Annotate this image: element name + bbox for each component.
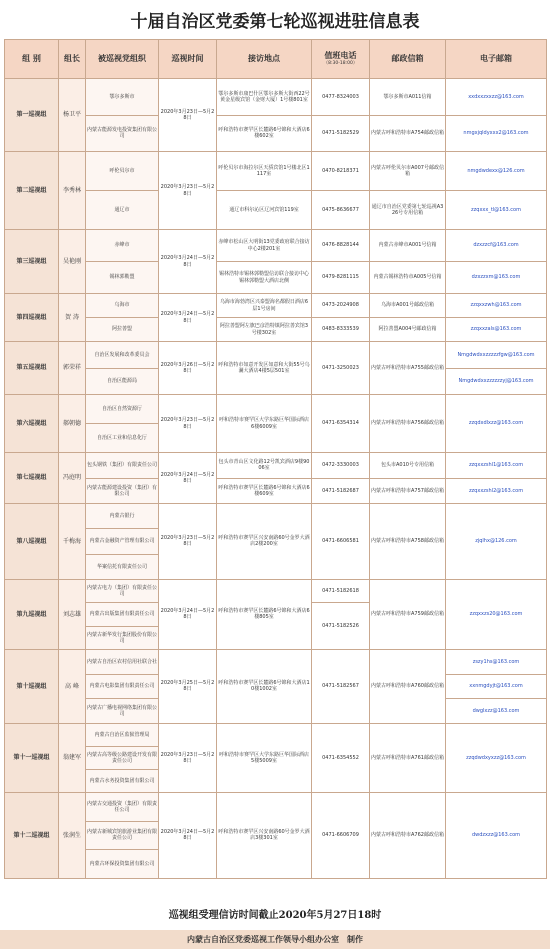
group-name: 第十巡视组 xyxy=(5,649,59,723)
page-title: 十届自治区党委第七轮巡视进驻信息表 xyxy=(130,11,420,32)
postal-box: 内蒙古呼和浩特市A762邮政信箱 xyxy=(370,792,446,878)
group-name: 第十一巡视组 xyxy=(5,723,59,792)
email-address[interactable]: xxnmgdyjt@163.com xyxy=(446,674,547,699)
duty-phone: 0471-5182529 xyxy=(312,115,370,152)
inspection-time: 2020年3月24日—5月28日 xyxy=(159,453,217,504)
duty-phone: 0471-3250023 xyxy=(312,342,370,395)
duty-phone: 0471-6354314 xyxy=(312,395,370,453)
inspected-org: 内蒙古自治区农村信用社联合社 xyxy=(86,649,159,674)
inspected-org: 华案信托有限责任公司 xyxy=(86,554,159,579)
inspected-org: 内蒙古高等级公路建设开发有限责任公司 xyxy=(86,746,159,769)
group-name: 第九巡视组 xyxy=(5,579,59,649)
inspected-org: 自治区能源局 xyxy=(86,368,159,395)
group-leader: 冯庭明 xyxy=(59,453,86,504)
info-table xyxy=(4,39,547,879)
header-leader: 组长 xyxy=(59,40,86,79)
inspected-org: 内蒙古能源发电投资集团有限公司 xyxy=(86,115,159,152)
postal-box: 阿拉善盟A004号邮政信箱 xyxy=(370,318,446,342)
table-body xyxy=(5,79,547,879)
visit-location: 锡林浩特市锡林郭勒盟信访联合接访中心锡林郭勒盟大酒店北侧 xyxy=(217,262,312,294)
inspected-org: 自治区自然资源厅 xyxy=(86,395,159,424)
inspected-org: 阿拉善盟 xyxy=(86,318,159,342)
inspected-org: 赤峰市 xyxy=(86,230,159,262)
inspection-time: 2020年3月23日—5月28日 xyxy=(159,395,217,453)
group-leader: 刘志雄 xyxy=(59,579,86,649)
header-time: 巡视时间 xyxy=(159,40,217,79)
group-leader: 千梅海 xyxy=(59,504,86,580)
group-leader: 郝朝德 xyxy=(59,395,86,453)
postal-box: 内蒙古呼和浩特市A759邮政信箱 xyxy=(370,579,446,649)
group-name: 第六巡视组 xyxy=(5,395,59,453)
inspection-time: 2020年3月24日—5月28日 xyxy=(159,792,217,878)
group-name: 第四巡视组 xyxy=(5,294,59,342)
email-address[interactable]: dzxzzcf@163.com xyxy=(446,230,547,262)
inspected-org: 内蒙古出版集团有限责任公司 xyxy=(86,603,159,626)
duty-phone: 0477-8324003 xyxy=(312,79,370,116)
group-name: 第一巡视组 xyxy=(5,79,59,152)
header-row xyxy=(5,40,547,79)
email-address[interactable]: dzxzzxm@163.com xyxy=(446,262,547,294)
table-row xyxy=(5,294,547,318)
postal-box: 包头市A010号专用信箱 xyxy=(370,453,446,479)
inspected-org: 自治区发展和改革委员会 xyxy=(86,342,159,369)
inspection-time: 2020年3月24日—5月28日 xyxy=(159,579,217,649)
duty-phone: 0470-8218371 xyxy=(312,152,370,191)
visit-location: 呼和浩特市如意开发区如意和大街55号乌澜大酒店4楼5层501室 xyxy=(217,342,312,395)
postal-box: 内蒙古锡林浩特市A005号信箱 xyxy=(370,262,446,294)
footer: 内蒙古自治区党委巡视工作领导小组办公室 制作 xyxy=(0,930,550,949)
visit-location: 阿拉善盟阿左旗巴彦浩特镇阿拉善宾馆3号楼302室 xyxy=(217,318,312,342)
postal-box: 内蒙古呼和浩特市A755邮政信箱 xyxy=(370,342,446,395)
group-leader: 吴艳刚 xyxy=(59,230,86,294)
table-row xyxy=(5,649,547,674)
group-name: 第五巡视组 xyxy=(5,342,59,395)
group-name: 第二巡视组 xyxy=(5,152,59,230)
duty-phone: 0476-8828144 xyxy=(312,230,370,262)
group-leader: 杨卫平 xyxy=(59,79,86,152)
postal-box: 乌海市A001号邮政信箱 xyxy=(370,294,446,318)
email-address[interactable]: zzqxxx_tl@163.com xyxy=(446,191,547,230)
duty-phone: 0471-6606581 xyxy=(312,504,370,580)
visit-location: 包头市青山区文化路12号凯宾酒店9楼9006室 xyxy=(217,453,312,479)
table-row xyxy=(5,342,547,369)
duty-phone: 0473-2024908 xyxy=(312,294,370,318)
header-org: 被巡视党组织 xyxy=(86,40,159,79)
inspected-org: 内蒙古金融资产管理有限公司 xyxy=(86,529,159,554)
email-address[interactable]: Nmgdwdxxzzzzzfgw@163.com xyxy=(446,342,547,369)
inspected-org: 锡林郭勒盟 xyxy=(86,262,159,294)
group-name: 第三巡视组 xyxy=(5,230,59,294)
duty-phone: 0472-3330003 xyxy=(312,453,370,479)
inspected-org: 内蒙古水务投资集团有限公司 xyxy=(86,769,159,792)
email-address[interactable]: zjqlhx@126.com xyxy=(446,504,547,580)
visit-location: 呼和浩特市赛罕区长麓路6号锦和大酒店6楼602室 xyxy=(217,115,312,152)
email-address[interactable]: zzqxxzwh@163.com xyxy=(446,294,547,318)
postal-box: 鄂尔多斯市A011信箱 xyxy=(370,79,446,116)
table-row xyxy=(5,723,547,746)
postal-box: 内蒙古呼和浩特市A754邮政信箱 xyxy=(370,115,446,152)
table-row xyxy=(5,395,547,424)
inspection-time: 2020年3月23日—5月28日 xyxy=(159,79,217,152)
email-address[interactable]: nmgdwdexx@126.com xyxy=(446,152,547,191)
duty-phone: 0471-6354552 xyxy=(312,723,370,792)
visit-location: 赤峰市松山区大明街13党委政府联合接访中心2楼201室 xyxy=(217,230,312,262)
email-address[interactable]: dwglxzz@163.com xyxy=(446,699,547,724)
deadline-notice: 巡视组受理信访时间截止2020年5月27日18时 xyxy=(168,910,382,921)
group-name: 第七巡视组 xyxy=(5,453,59,504)
visit-location: 呼和浩特市赛罕区兴安南路60号金罗大酒店3楼301室 xyxy=(217,792,312,878)
visit-location: 呼和浩特市赛罕区长麓路6号锦和大酒店10楼1002室 xyxy=(217,649,312,723)
email-address[interactable]: Nmgdwdxxzzzzzzyj@163.com xyxy=(446,368,547,395)
inspected-org: 自治区工业和信息化厅 xyxy=(86,424,159,453)
inspection-time: 2020年3月24日—5月28日 xyxy=(159,230,217,294)
duty-phone: 0479-8281115 xyxy=(312,262,370,294)
inspected-org: 鄂尔多斯市 xyxy=(86,79,159,116)
inspected-org: 通辽市 xyxy=(86,191,159,230)
table-row xyxy=(5,318,547,342)
inspected-org: 乌海市 xyxy=(86,294,159,318)
duty-phone: 0483-8333539 xyxy=(312,318,370,342)
email-address[interactable]: zzqdxdlxzz@163.com xyxy=(446,395,547,453)
email-address[interactable]: xxdxxzxxzz@163.com xyxy=(446,79,547,116)
table-row xyxy=(5,504,547,529)
inspected-org: 内蒙古自治区监狱管理局 xyxy=(86,723,159,746)
table-row xyxy=(5,191,547,230)
email-address[interactable]: zzqxxzshl1@163.com xyxy=(446,453,547,479)
email-address[interactable]: zzqdwdxyxzz@163.com xyxy=(446,723,547,792)
inspection-time: 2020年3月23日—5月28日 xyxy=(159,723,217,792)
visit-location: 呼和浩特市赛罕区兴安南路60号金罗大酒店2楼200室 xyxy=(217,504,312,580)
duty-phone: 0471-5182687 xyxy=(312,478,370,504)
table-row xyxy=(5,579,547,602)
visit-location: 呼伦贝尔市海拉尔区天骄宾馆1号楼北区1117室 xyxy=(217,152,312,191)
postal-box: 内蒙古呼伦贝尔市A007号邮政信箱 xyxy=(370,152,446,191)
header-phone xyxy=(312,40,370,79)
header-phone-label: 值班电话 xyxy=(324,51,357,61)
group-leader: 郭荣祥 xyxy=(59,342,86,395)
visit-location: 通辽市科尔沁区辽河宾馆119室 xyxy=(217,191,312,230)
group-leader: 李秀林 xyxy=(59,152,86,230)
group-leader: 张润生 xyxy=(59,792,86,878)
group-name: 第八巡视组 xyxy=(5,504,59,580)
inspected-org: 内蒙古新城宾馆旅游业集团有限责任公司 xyxy=(86,821,159,850)
inspected-org: 内蒙古新华发行集团股份有限公司 xyxy=(86,626,159,649)
inspected-org: 包头钢铁（集团）有限责任公司 xyxy=(86,453,159,479)
email-address[interactable]: zzqxxzshl2@163.com xyxy=(446,478,547,504)
table-row xyxy=(5,478,547,504)
table-row xyxy=(5,453,547,479)
header-email: 电子邮箱 xyxy=(446,40,547,79)
group-name: 第十二巡视组 xyxy=(5,792,59,878)
inspected-org: 内蒙古交通投资（集团）有限责任公司 xyxy=(86,792,159,821)
inspection-time: 2020年3月23日—5月28日 xyxy=(159,504,217,580)
inspected-org: 内蒙古银行 xyxy=(86,504,159,529)
inspected-org: 内蒙古电力（集团）有限责任公司 xyxy=(86,579,159,602)
visit-location: 呼和浩特市赛罕区长麓路6号锦和大酒店6楼805室 xyxy=(217,579,312,649)
table-row xyxy=(5,262,547,294)
duty-phone: 0475-8636677 xyxy=(312,191,370,230)
duty-phone: 0471-5182526 xyxy=(312,603,370,650)
header-post: 邮政信箱 xyxy=(370,40,446,79)
postal-box: 内蒙古赤峰市A001号信箱 xyxy=(370,230,446,262)
postal-box: 通辽市自治区党委第七轮巡视A326号专用信箱 xyxy=(370,191,446,230)
inspection-time: 2020年3月26日—5月28日 xyxy=(159,342,217,395)
email-address[interactable]: dwdzxzz@163.com xyxy=(446,792,547,878)
header-place: 接访地点 xyxy=(217,40,312,79)
postal-box: 内蒙古呼和浩特市A756邮政信箱 xyxy=(370,395,446,453)
visit-location: 鄂尔多斯市康巴什区鄂尔多斯大街西22号黄金星级宾馆（金财大厦）1号楼801室 xyxy=(217,79,312,116)
visit-location: 乌海市海勃湾区兴泰盟海名都假日酒店6层1号房间 xyxy=(217,294,312,318)
inspection-time: 2020年3月23日—5月28日 xyxy=(159,152,217,230)
group-leader: 翁建军 xyxy=(59,723,86,792)
postal-box: 内蒙古呼和浩特市A758邮政信箱 xyxy=(370,504,446,580)
postal-box: 内蒙古呼和浩特市A760邮政信箱 xyxy=(370,649,446,723)
postal-box: 内蒙古呼和浩特市A761邮政信箱 xyxy=(370,723,446,792)
table-row xyxy=(5,230,547,262)
header-phone-hours: （8:30-18:00） xyxy=(323,61,358,67)
duty-phone: 0471-5182567 xyxy=(312,649,370,723)
table-row xyxy=(5,152,547,191)
visit-location: 呼和浩特市赛罕区大学东路巨华国际酒店5楼5009室 xyxy=(217,723,312,792)
table-row xyxy=(5,792,547,821)
email-address[interactable]: nmgxjqldyxxx2@163.com xyxy=(446,115,547,152)
postal-box: 内蒙古呼和浩特市A757邮政信箱 xyxy=(370,478,446,504)
header-group: 组 别 xyxy=(5,40,59,79)
group-leader: 贺 涛 xyxy=(59,294,86,342)
duty-phone: 0471-6606709 xyxy=(312,792,370,878)
email-address[interactable]: zszy1hs@163.com xyxy=(446,649,547,674)
inspected-org: 内蒙古环保投资集团有限公司 xyxy=(86,850,159,879)
visit-location: 呼和浩特市赛罕区大学东路巨华国际酒店6楼6009室 xyxy=(217,395,312,453)
table-row xyxy=(5,115,547,152)
inspected-org: 内蒙古广播电视网络集团有限公司 xyxy=(86,699,159,724)
duty-phone: 0471-5182618 xyxy=(312,579,370,602)
email-address[interactable]: zzqxxzals@163.com xyxy=(446,318,547,342)
inspected-org: 呼伦贝尔市 xyxy=(86,152,159,191)
inspection-time: 2020年3月25日—5月28日 xyxy=(159,649,217,723)
table-row xyxy=(5,79,547,116)
inspected-org: 内蒙古能源建设投资（集团）有限公司 xyxy=(86,478,159,504)
email-address[interactable]: zzqxxzs20@163.com xyxy=(446,579,547,649)
visit-location: 呼和浩特市赛罕区长麓路6号锦和大酒店6楼609室 xyxy=(217,478,312,504)
group-leader: 高 峰 xyxy=(59,649,86,723)
inspection-time: 2020年3月24日—5月28日 xyxy=(159,294,217,342)
inspected-org: 内蒙古电影集团有限责任公司 xyxy=(86,674,159,699)
